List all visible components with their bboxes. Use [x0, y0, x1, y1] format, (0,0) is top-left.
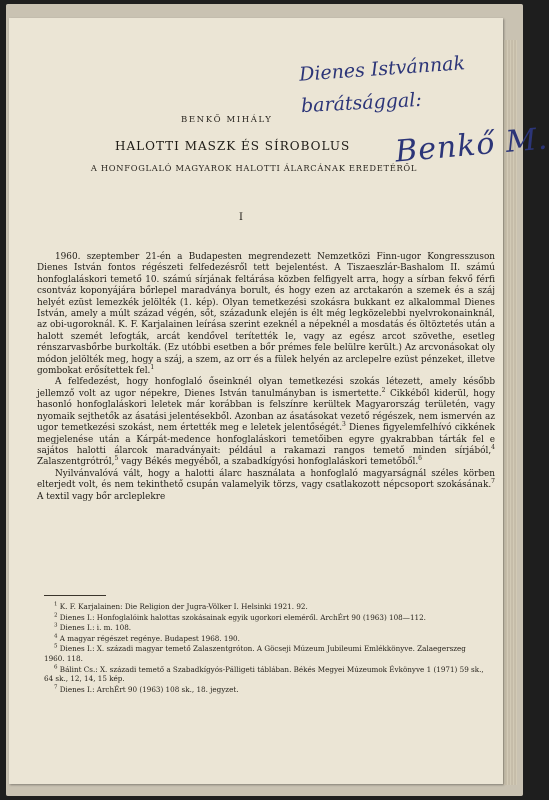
article-body: [37, 252, 495, 503]
signature: Benkő M.: [393, 121, 549, 170]
paragraph-2: A felfedezést, hogy honfoglaló őseinknél olyan temetkezési szokás létezett, amely később jellemző volt az ugor népekre, Dienes István tanulmányban is ismertette.$^2$ Cikkéből kiderül, hogy hasonló honfoglaláskori leletek már korábban is felszínre kerültek Magyarország területén, vagy nyomaik sejthetők az ásatási jelentésekből. Azonban az ásatásokat vezető régészek, nem ismervén az ugor temetkezési szokást, nem értették meg e leletek jelentőségét.$^3$ Dienes figyelemfelhívó cikkének megjelenése után a Kárpát-medence honfoglaláskori temetőiben egyre gyakrabban tárták fel e sajátos halotti álarcok maradványait: például a rakamazi rangos temető minden sírjából,$^4$ Zalaszentgrótról,$^5$ vagy Békés megyéből, a szabadkígyósi honfoglaláskori temetőből.$^6$: [37, 377, 495, 468]
section-number: I: [239, 212, 243, 223]
footnote: $^2$ Dienes I.: Honfoglalóink halottas szokásainak egyik ugorkori eleméről. ArchÉrt 90 (1963) 108—112.: [54, 612, 426, 622]
footnote: $^6$ Bálint Cs.: X. századi temető a Szabadkígyós-Pálligeti táblában. Békés Megyei Múzeumok Évkönyve 1 (1971) 59 sk., 64 sk., 12, 14, 15 kép.: [44, 664, 484, 684]
article-subtitle: A HONFOGLALÓ MAGYAROK HALOTTI ÁLARCÁNAK EREDETÉRŐL: [90, 163, 418, 173]
footnotes: [44, 602, 484, 695]
footnote-divider: [44, 595, 106, 596]
footnote-ref: 6: [418, 455, 422, 463]
footnote-ref: 5: [114, 455, 119, 463]
footnote-ref: 1: [150, 364, 155, 372]
dedication-line-2: barátsággal:: [300, 88, 423, 118]
handwritten-dedication: [298, 52, 549, 178]
paragraph-1: 1960. szeptember 21-én a Budapesten megrendezett Nemzetközi Finn-ugor Kongresszuson Dienes István fontos régészeti felfedezésről tett bejelentést. A Tiszaeszlár-Bashalom II. számú honfoglaláskori temető 10. számú sírjának feltárása közben felfigyelt arra, hogy a sírban fekvő férfi csontváz koponyájára bőrlepel maradványa borult, és hogy ezen az arctakarón a szemek és a száj helyét ezüst lemezkék jelölték (1. kép). Olyan temetkezési szokásra bukkant ez alkalommal Dienes István, amely a múlt század végén, sőt, századunk elején is élt még legközelebbi nyelvrokonainknál, az obi-ugoroknál. K. F. Karjalainen leírása szerint ezeknél a népeknél a mosdatás és öltöztetés után a halott szemét lefogták, arcát kendővel terítették le, vagy az egész arcot szövethe, esetleg rénszarvasbőrbe burkolták. (Ez utóbbi esetben a bőr prémes fele belülre került.) Az arcvonásokat oly módon jelölték meg, hogy a száj, a szem, az orr és a fülek helyén az arclepelre ezüst pénzeket, illetve gombokat erősítettek fel.$^1$: [37, 252, 495, 377]
dedication-line-1: Dienes Istvánnak: [298, 52, 466, 86]
footnote-ref: 4: [491, 443, 495, 451]
footnote: $^7$ Dienes I.: ArchÉrt 90 (1963) 108 sk., 18. jegyzet.: [54, 684, 239, 694]
article-title: HALOTTI MASZK ÉS SÍROBOLUS: [115, 139, 351, 153]
footnote-ref: 2: [381, 386, 386, 394]
footnote: $^3$ Dienes I.: i. m. 108.: [54, 622, 132, 633]
footnote: $^5$ Dienes I.: X. századi magyar temető Zalaszentgróton. A Göcseji Múzeum Jubileumi Emlékkönyve. Zalaegerszeg 1960. 118.: [44, 643, 466, 663]
paragraph-3: Nyilvánvalóvá vált, hogy a halotti álarc használata a honfoglaló magyarságnál széles körben elterjedt volt, és nem tekinthető csupán valamelyik törzs, vagy csatlakozott népcsoport szokásának.$^7$ A textil vagy bőr arcleplekre: [37, 468, 495, 502]
footnote: $^1$ K. F. Karjalainen: Die Religion der Jugra-Völker I. Helsinki 1921. 92.: [54, 601, 308, 611]
author-name: BENKŐ MIHÁLY: [181, 115, 273, 125]
footnote-ref: 7: [491, 478, 495, 486]
footnote-ref: 3: [342, 421, 346, 429]
footnote: $^4$ A magyar régészet regénye. Budapest 1968. 190.: [54, 633, 240, 643]
